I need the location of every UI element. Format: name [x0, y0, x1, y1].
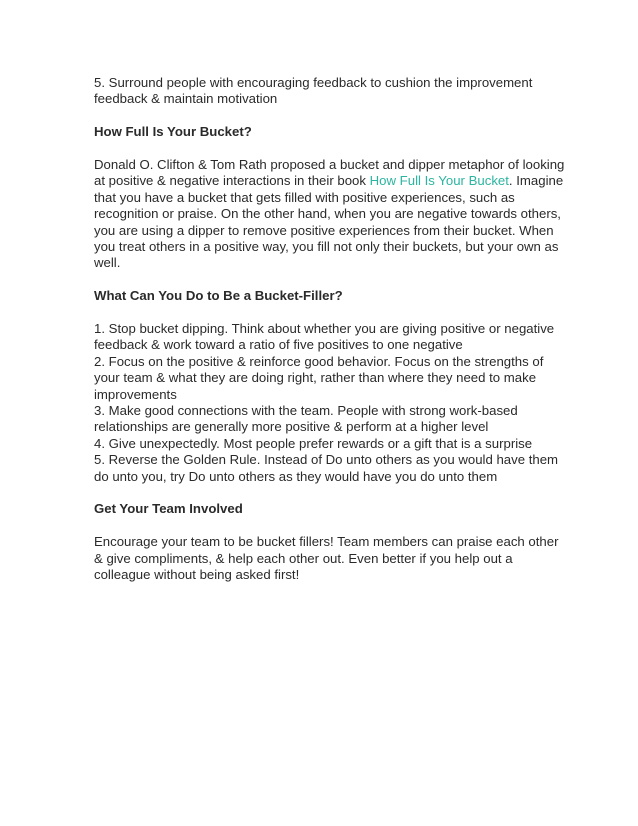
list-line: feedback & work toward a ratio of five positives to one negative — [94, 337, 463, 353]
list-line: 2. Focus on the positive & reinforce good behavior. Focus on the strengths of — [94, 353, 544, 369]
list-line: 5. Reverse the Golden Rule. Instead of Do unto others as you would have them — [94, 452, 559, 468]
section-heading-team-involved: Get Your Team Involved — [94, 501, 243, 517]
text-line: Donald O. Clifton & Tom Rath proposed a bucket and dipper metaphor of looking — [94, 157, 565, 172]
list-line: 3. Make good connections with the team. People with strong work-based — [94, 403, 518, 419]
list-line: 1. Stop bucket dipping. Think about whether you are giving positive or negative — [94, 321, 555, 337]
text-line: feedback & maintain motivation — [94, 91, 278, 107]
list-line: do unto you, try Do unto others as they would have you do unto them — [94, 468, 498, 484]
text-line: you treat others in a positive way, you fill not only their buckets, but your own as — [94, 239, 559, 255]
text-line: & give compliments, & help each other out. Even better if you help out a — [94, 550, 513, 566]
section-heading-bucket-filler: What Can You Do to Be a Bucket-Filler? — [94, 288, 343, 304]
text-fragment: . Imagine — [508, 173, 564, 189]
list-line: improvements — [94, 386, 177, 402]
bucket-metaphor-paragraph — [94, 157, 565, 272]
text-line-with-link — [94, 173, 564, 189]
text-fragment: at positive & negative interactions in their book — [94, 173, 370, 189]
list-line: your team & what they are doing right, rather than where they need to make — [94, 370, 537, 386]
text-line: Encourage your team to be bucket fillers! Team members can praise each other — [94, 534, 559, 550]
list-line: 4. Give unexpectedly. Most people prefer rewards or a gift that is a surprise — [94, 435, 533, 451]
text-line: 5. Surround people with encouraging feedback to cushion the improvement — [94, 75, 533, 90]
book-link[interactable]: How Full Is Your Bucket — [369, 173, 509, 189]
text-line: you are using a dipper to remove positive experiences from their bucket. When — [94, 222, 554, 238]
text-line: that you have a bucket that gets filled with positive experiences, such as — [94, 189, 515, 205]
text-line: well. — [94, 255, 121, 271]
text-line: colleague without being asked first! — [94, 567, 300, 583]
bucket-filler-list — [94, 321, 559, 485]
section-heading-how-full: How Full Is Your Bucket? — [94, 124, 252, 140]
team-involved-paragraph — [94, 534, 559, 583]
text-line: recognition or praise. On the other hand, when you are negative towards others, — [94, 206, 561, 222]
intro-list-item — [94, 75, 546, 108]
list-line: relationships are generally more positive & perform at a higher level — [94, 419, 489, 435]
document-page — [94, 75, 565, 600]
